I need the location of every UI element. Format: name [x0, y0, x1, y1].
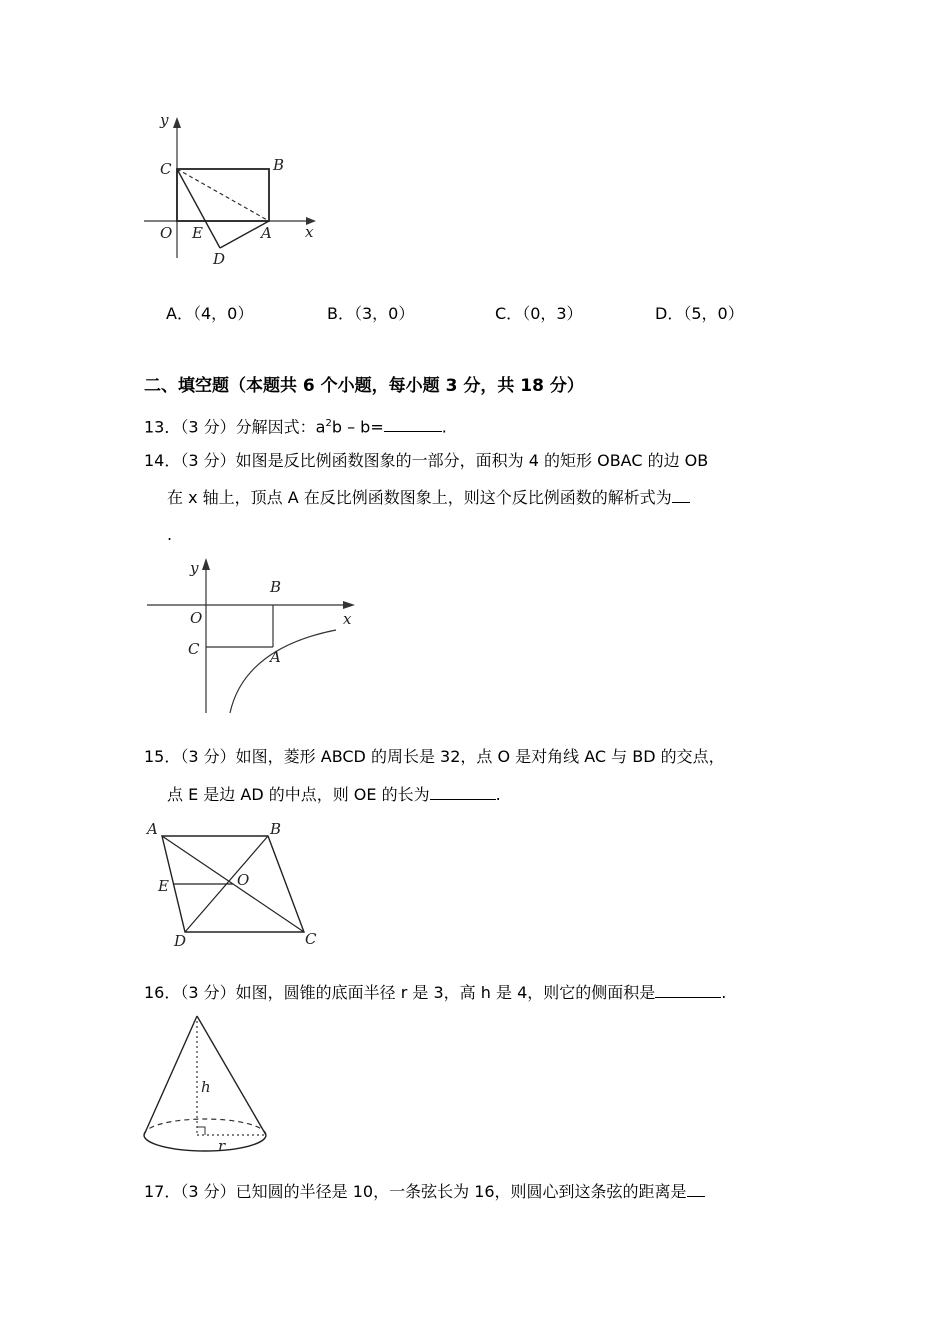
fig15-label-b: B [270, 820, 282, 838]
q15-text-2: 点 E 是边 AD 的中点，则 OE 的长为 [167, 785, 430, 804]
question-15-line-1 [144, 746, 725, 768]
q16-number: 16． [144, 983, 181, 1002]
q17-answer-blank[interactable] [687, 1181, 705, 1197]
fig15-label-d: D [174, 932, 187, 950]
option-value: （5，0） [683, 304, 744, 323]
q12-option-d [655, 303, 744, 325]
fig14-label-x: x [343, 610, 352, 628]
fig12-label-e: E [192, 224, 203, 242]
question-15-line-2 [167, 784, 501, 806]
fig15-label-o: O [237, 871, 250, 889]
option-value: （4，0） [192, 304, 254, 323]
q15-end: . [495, 785, 501, 804]
fig14-label-a: A [270, 648, 281, 666]
fig15-label-e: E [158, 877, 169, 895]
q13-end: . [441, 417, 447, 437]
question-14-line-1 [144, 450, 708, 472]
q13-text-before: 分解因式：a [235, 417, 326, 437]
fig15-label-a: A [147, 820, 158, 838]
q16-score: （3 分） [180, 983, 236, 1002]
fig12-label-x: x [305, 223, 314, 241]
q13-answer-blank[interactable] [384, 416, 442, 432]
question-17 [144, 1181, 705, 1203]
q14-hyperbola-figure [140, 555, 365, 720]
q15-rhombus-figure [140, 815, 325, 955]
q12-coordinate-figure [140, 108, 340, 273]
q13-text-after: b – b= [331, 417, 384, 437]
question-16 [144, 982, 726, 1004]
q12-option-a [166, 303, 253, 325]
q15-text-1: 如图，菱形 ABCD 的周长是 32，点 O 是对角线 AC 与 BD 的交点， [235, 747, 725, 766]
q14-score: （3 分） [180, 451, 236, 470]
fig12-label-d: D [213, 250, 226, 268]
option-letter: C． [495, 304, 523, 323]
fig12-label-b: B [273, 156, 285, 174]
q13-number: 13． [144, 417, 181, 437]
q14-answer-blank[interactable] [672, 487, 690, 503]
q15-number: 15． [144, 747, 181, 766]
fig12-label-o: O [160, 224, 173, 242]
q17-number: 17． [144, 1182, 181, 1201]
fig14-label-o: O [190, 609, 203, 627]
question-13 [144, 413, 447, 438]
q13-score: （3 分） [180, 417, 236, 437]
question-14-line-3: . [167, 525, 173, 544]
q12-option-b [327, 303, 414, 325]
q14-text-2: 在 x 轴上，顶点 A 在反比例函数图象上，则这个反比例函数的解析式为 [167, 488, 672, 507]
q14-number: 14． [144, 451, 181, 470]
q14-text-1: 如图是反比例函数图象的一部分，面积为 4 的矩形 OBAC 的边 OB [235, 451, 709, 470]
option-letter: B． [327, 304, 354, 323]
fig12-label-c: C [160, 160, 172, 178]
option-value: （0，3） [522, 304, 583, 323]
q15-answer-blank[interactable] [430, 784, 496, 800]
question-14-line-2 [167, 487, 690, 509]
fig16-label-h: h [201, 1078, 211, 1096]
fig12-label-a: A [261, 224, 272, 242]
option-letter: D． [655, 304, 684, 323]
q17-score: （3 分） [180, 1182, 236, 1201]
fig12-label-y: y [160, 111, 169, 129]
q15-score: （3 分） [180, 747, 236, 766]
section-2-heading: 二、填空题（本题共 6 个小题，每小题 3 分，共 18 分） [144, 376, 584, 396]
option-letter: A． [166, 304, 193, 323]
fig14-label-y: y [190, 559, 199, 577]
fig16-label-r: r [218, 1137, 226, 1155]
fig15-label-c: C [305, 930, 317, 948]
q17-text: 已知圆的半径是 10，一条弦长为 16，则圆心到这条弦的距离是 [235, 1182, 687, 1201]
q16-text: 如图，圆锥的底面半径 r 是 3，高 h 是 4，则它的侧面积是 [235, 983, 656, 1002]
q12-option-c [495, 303, 583, 325]
q16-end: . [721, 983, 727, 1002]
fig14-label-c: C [188, 640, 200, 658]
q16-cone-figure [140, 1010, 275, 1155]
fig14-label-b: B [270, 578, 282, 596]
option-value: （3，0） [353, 304, 415, 323]
q13-exponent: 2 [325, 418, 332, 429]
q16-answer-blank[interactable] [655, 982, 721, 998]
